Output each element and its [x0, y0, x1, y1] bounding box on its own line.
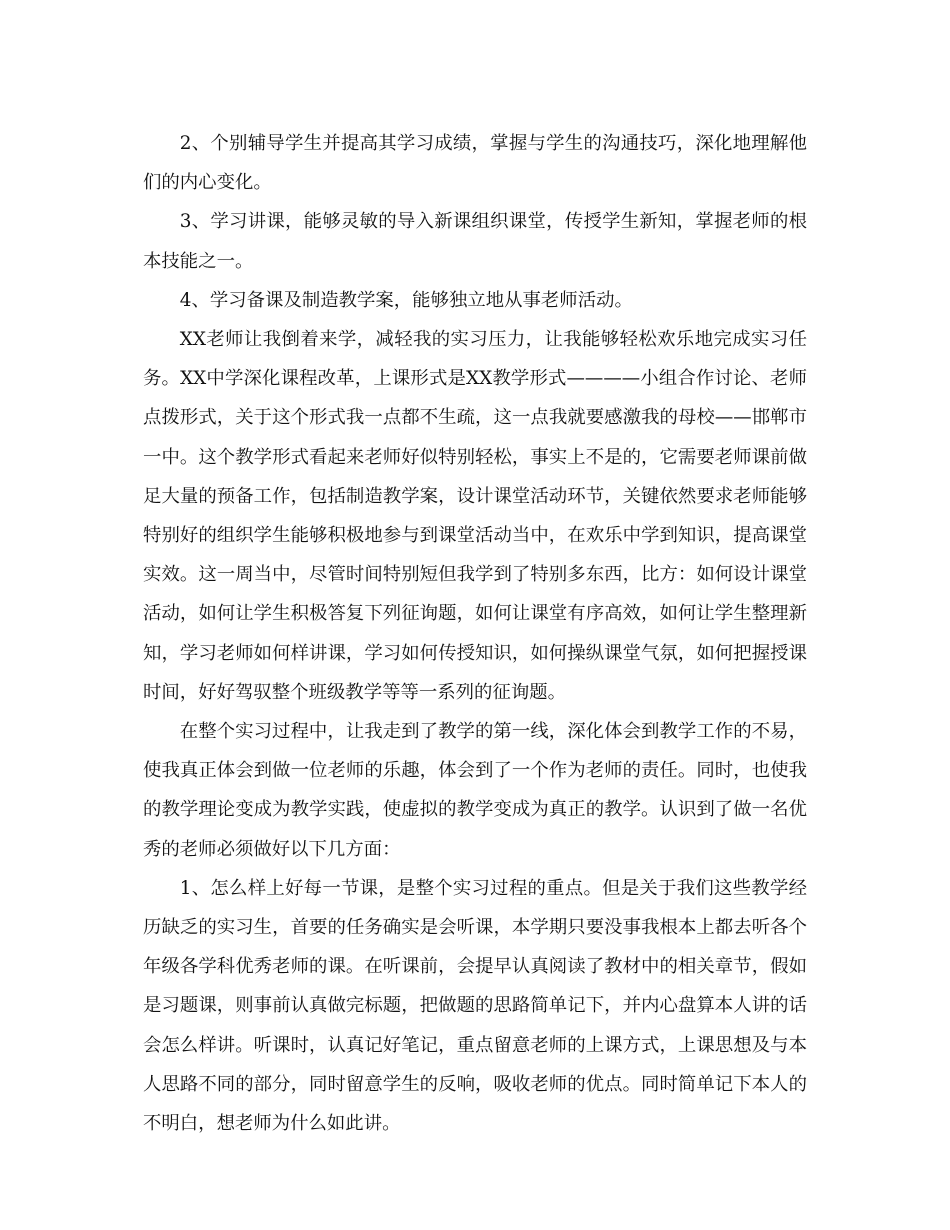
document-body [143, 124, 807, 1143]
paragraph-item-3: 3、学习讲课，能够灵敏的导入新课组织课堂，传授学生新知，掌握老师的根本技能之一。 [143, 211, 807, 272]
paragraph-item-4: 4、学习备课及制造教学案，能够独立地从事老师活动。 [179, 289, 633, 311]
paragraph-internship-reflection: 在整个实习过程中，让我走到了教学的第一线，深化体会到教学工作的不易，使我真正体会到做一位老师的乐趣，体会到了一个作为老师的责任。同时，也使我的教学理论变成为教学实践，使虚拟的教学变成为真正的教学。认识到了做一名优秀的老师必须做好以下几方面： [143, 721, 807, 860]
paragraph-teacher-guidance: XX老师让我倒着来学，减轻我的实习压力，让我能够轻松欢乐地完成实习任务。XX中学深化课程改革，上课形式是XX教学形式————小组合作讨论、老师点拨形式，关于这个形式我一点都不生疏，这一点我就要感激我的母校——邯郸市一中。这个教学形式看起来老师好似特别轻松，事实上不是的，它需要老师课前做足大量的预备工作，包括制造教学案，设计课堂活动环节，关键依然要求老师能够特别好的组织学生能够积极地参与到课堂活动当中，在欢乐中学到知识，提高课堂实效。这一周当中，尽管时间特别短但我学到了特别多东西，比方：如何设计课堂活动，如何让学生积极答复下列征询题，如何让课堂有序高效，如何让学生整理新知，学习老师如何样讲课，学习如何传授知识，如何操纵课堂气氛，如何把握授课时间，好好驾驭整个班级教学等等一系列的征询题。 [143, 329, 807, 703]
paragraph-point-1: 1、怎么样上好每一节课，是整个实习过程的重点。但是关于我们这些教学经历缺乏的实习生，首要的任务确实是会听课，本学期只要没事我根本上都去听各个年级各学科优秀老师的课。在听课前，会提早认真阅读了教材中的相关章节，假如是习题课，则事前认真做完标题，把做题的思路简单记下，并内心盘算本人讲的话会怎么样讲。听课时，认真记好笔记，重点留意老师的上课方式，上课思想及与本人思路不同的部分，同时留意学生的反响，吸收老师的优点。同时简单记下本人的不明白，想老师为什么如此讲。 [143, 877, 807, 1135]
paragraph-item-2: 2、个别辅导学生并提高其学习成绩，掌握与学生的沟通技巧，深化地理解他们的内心变化。 [143, 133, 807, 194]
